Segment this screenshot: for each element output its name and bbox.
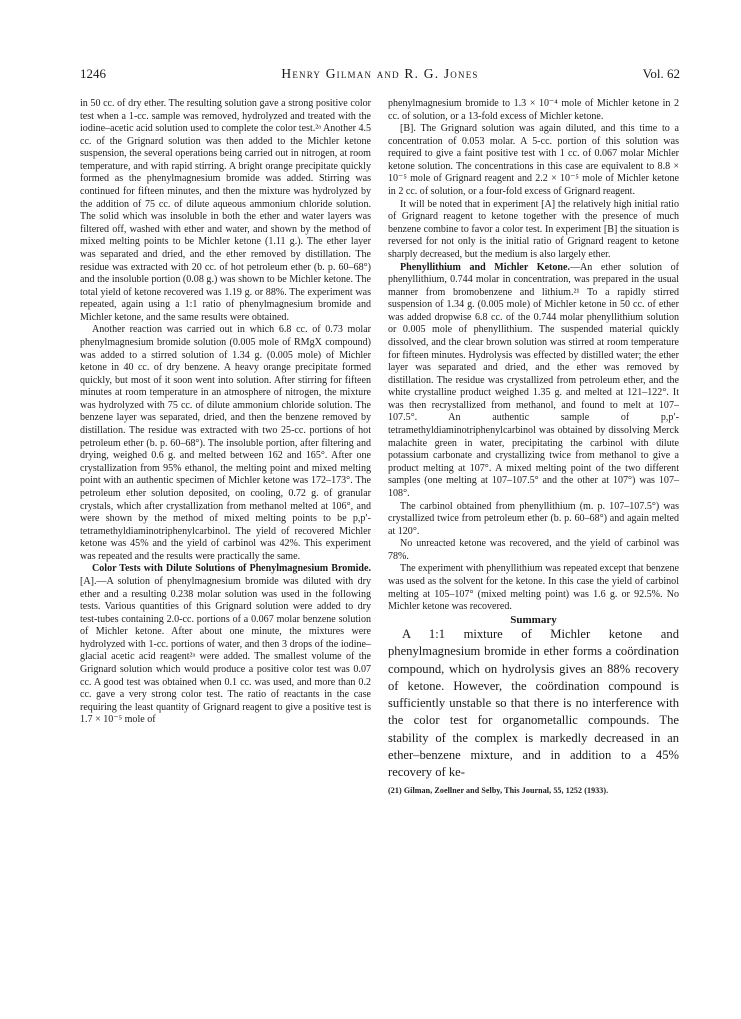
- paragraph: Another reaction was carried out in which 6.8 cc. of 0.73 molar phenylmagnesium bromide solution (0.005 mole of RMgX compound) was added to a stirred solution of 1.34 g. (0.005 mole) of Michler ketone in 40 cc. of dry benzene. A heavy orange precipitate formed quickly, but most of it soon went into solution. After stirring for fifteen minutes at room temperature in an atmosphere of nitrogen, the mixture was hydrolyzed with 75 cc. of dilute ammonium chloride solution. The benzene layer was separated, dried, and then the benzene removed by distillation. The residue was extracted with two 25-cc. portions of hot petroleum ether (b. p. 60–68°). The insoluble portion, after filtering and drying, weighed 0.6 g. and melted between 162 and 165°. After one crystallization from 95% ethanol, the melting point and mixed melting point with an authentic specimen of Michler ketone was 172–173°. The petroleum ether solution deposited, on cooling, 0.72 g. of granular crystals, which after crystallization from methanol melted at 106°, and were shown by the method of mixed melting points to be p,p′-tetramethyldiaminotriphenylcarbinol. The yield of recovered Michler ketone was 45% and the yield of carbinol was 42%. This experiment was repeated and the results were practically the same.: [80, 324, 371, 562]
- paragraph: The carbinol obtained from phenyllithium (m. p. 107–107.5°) was crystallized twice from petroleum ether (b. p. 60–68°) and again melted at 120°.: [388, 500, 679, 537]
- paragraph: [B]. The Grignard solution was again diluted, and this time to a concentration of 0.053 molar. A 5-cc. portion of this solution was required to give a faint positive test with 1 cc. of 0.067 molar Michler ketone solution. The concentrations in this case are equivalent to 8.8 × 10⁻⁵ mole of Grignard reagent and 2.2 × 10⁻⁵ mole of Michler ketone in 2 cc. of solution, or a four-fold excess of Grignard reagent.: [388, 123, 679, 198]
- summary-text: A 1:1 mixture of Michler ketone and phenylmagnesium bromide in ether forms a coördination compound, which on hydrolysis gives an 88% recovery of ketone. However, the coördination compound is sufficiently unstable so that there is no interference with the color test for organometallic compounds. The stability of the complex is markedly decreased in an ether–benzene mixture, and in addition to a 45% recovery of ke-: [388, 627, 679, 779]
- right-column: [388, 98, 679, 796]
- page-number: 1246: [80, 66, 106, 81]
- footnote: (21) Gilman, Zoellner and Selby, This Journal, 55, 1252 (1933).: [388, 786, 609, 796]
- paragraph: [388, 262, 679, 501]
- summary-heading: Summary: [510, 613, 557, 626]
- paragraph: [80, 563, 371, 727]
- running-title: Henry Gilman and R. G. Jones: [281, 66, 479, 81]
- paragraph-text: —An ether solution of phenyllithium, 0.744 molar in concentration, was prepared in the usual manner from bromobenzene and lithium.²¹ To a rapidly stirred suspension of 1.34 g. (0.005 mole) of Michler ketone in 50 cc. of ether was added dropwise 6.8 cc. of the 0.744 molar phenyllithium solution or 0.005 mole of phenyllithium. The suspended material quickly dissolved, and the clear brown solution was stirred at room temperature for fifteen minutes. Hydrolysis was effected by distilled water; the ether layer was separated and dried, and the ether was removed by distillation. The residue was crystallized from petroleum ether, and the white crystalline product weighed 1.35 g. and melted at 121–122°. It was then recrystallized from methanol, and found to melt at 107–107.5°. An authentic sample of p,p′-tetramethyldiaminotriphenylcarbinol was obtained by dissolving Merck malachite green in water, precipitating the carbinol with dilute potassium carbonate and crystallizing twice from methanol to give a product melting at 107°. A mixed melting point of the two different samples (one melting at 107–107.5° and the other at 107°) was 107–108°.: [388, 261, 680, 499]
- paragraph: No unreacted ketone was recovered, and the yield of carbinol was 78%.: [388, 538, 679, 562]
- paragraph: in 50 cc. of dry ether. The resulting solution gave a strong positive color test when a 1-cc. sample was removed, hydrolyzed and treated with the iodine–acetic acid solution used to complete the color test.²ᵃ Another 4.5 cc. of the Grignard solution was then added to the Michler ketone suspension, the several operations being carried out in nitrogen, at room temperature, and with rapid stirring. A bright orange precipitate quickly formed as the phenylmagnesium bromide was added. Stirring was continued for fifteen minutes, and then the mixture was hydrolyzed by the addition of 75 cc. of dilute aqueous ammonium chloride solution. The solid which was insoluble in both the ether and water layers was filtered off, washed with ether and water, and shown by the method of mixed melting points to be Michler ketone (1.11 g.). The ether layer was separated and dried, and the ether removed by distillation. The residue was extracted with 20 cc. of hot petroleum ether (b. p. 60–68°) and the insoluble portion (0.08 g.) was shown to be Michler ketone. The total yield of ketone recovered was 1.19 g. or 88%. The experiment was repeated, again using a 1:1 ratio of phenylmagnesium bromide and Michler ketone, and the same results were obtained.: [80, 98, 371, 323]
- section-heading: Color Tests with Dilute Solutions of Phenylmagnesium Bromide.: [92, 563, 371, 575]
- paragraph-text: [A].—A solution of phenylmagnesium bromide was diluted with dry ether and a resulting 0.238 molar solution was used in the following tests. Various quantities of this Grignard solution were added to dry test-tubes containing 2.0-cc. portions of a 0.067 molar benzene solution of Michler ketone. After about one minute, the mixtures were hydrolyzed with 1-cc. portions of water, and then 3 drops of the iodine–glacial acetic acid reagent²ᵃ were added. The smallest volume of the Grignard solution which would produce a positive color test was 0.07 cc. A good test was obtained when 0.1 cc. was used, and more than 0.2 cc. gave a very strong color test. The ratio of reactants in the case requiring the least quantity of Grignard reagent to give a positive test is 1.7 × 10⁻⁵ mole of: [80, 575, 371, 726]
- running-header: [80, 66, 680, 82]
- paragraph: The experiment with phenyllithium was repeated except that benzene was used as the solvent for the ketone. In this case the yield of carbinol melting at 105–107° (mixed melting point) was 1.6 g. or 92.5%. No Michler ketone was recovered.: [388, 563, 679, 613]
- paragraph: It will be noted that in experiment [A] the relatively high initial ratio of Grignard reagent to ketone together with the presence of much benzene combine to favor a color test. In experiment [B] the situation is reversed for not only is the initial ratio of Grignard reagent to ketone sharply decreased, but the medium is also largely ether.: [388, 198, 679, 260]
- left-column: [80, 98, 371, 727]
- volume-label: Vol. 62: [642, 66, 680, 81]
- paragraph: phenylmagnesium bromide to 1.3 × 10⁻⁴ mole of Michler ketone in 2 cc. of solution, or a 13-fold excess of Michler ketone.: [388, 98, 679, 122]
- section-heading: Phenyllithium and Michler Ketone.: [400, 261, 570, 273]
